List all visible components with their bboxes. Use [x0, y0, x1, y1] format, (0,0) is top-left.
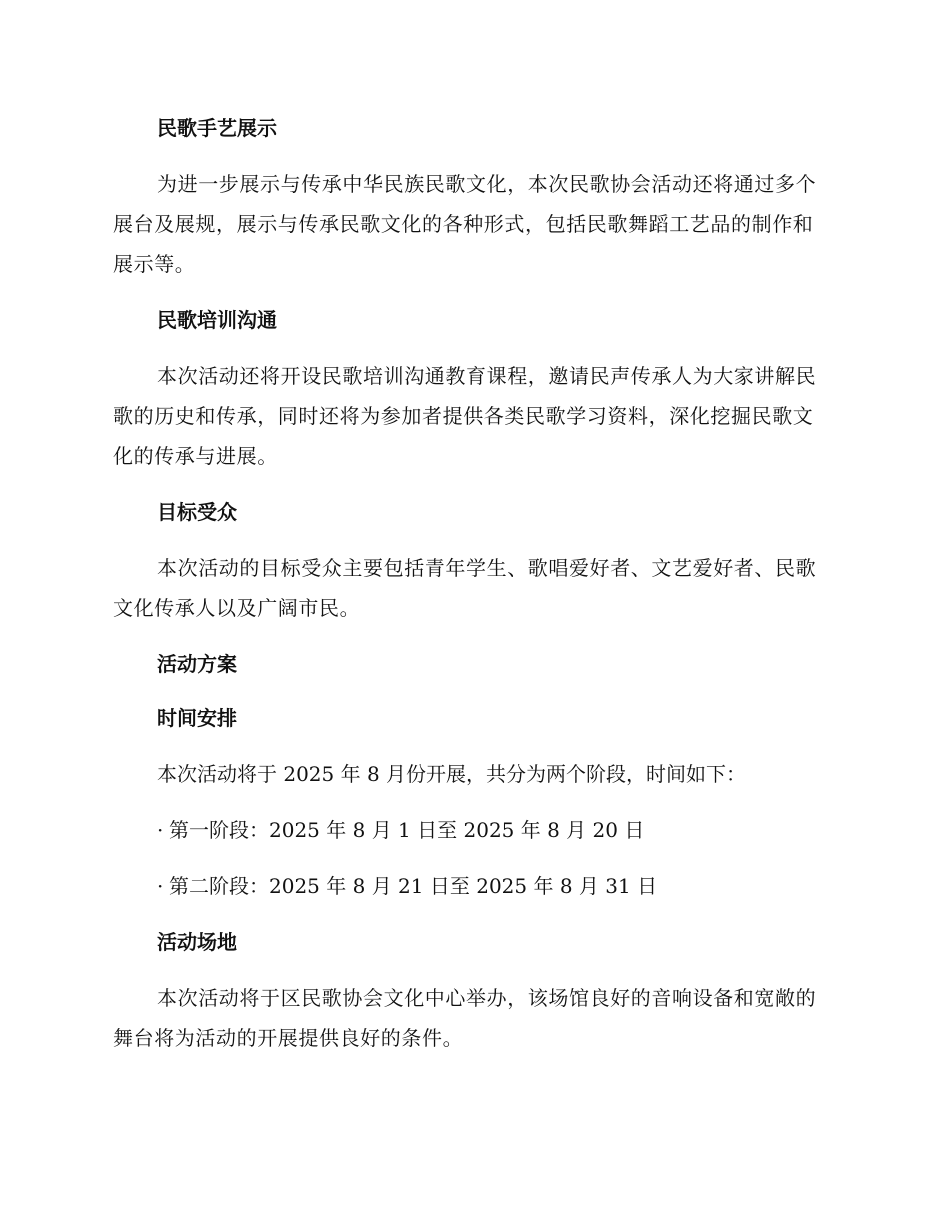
section-paragraph-venue: 本次活动将于区民歌协会文化中心举办，该场馆良好的音响设备和宽敞的舞台将为活动的开展提供良好的条件。 [113, 986, 817, 1050]
section-heading-schedule: 时间安排 [157, 706, 237, 730]
bullet-dot-icon: · [157, 874, 164, 898]
document-content [113, 108, 833, 1058]
section-heading-folk-training: 民歌培训沟通 [157, 308, 277, 332]
bullet-dot-icon: · [157, 818, 164, 842]
section-heading-target-audience: 目标受众 [157, 500, 237, 524]
section-paragraph-target-audience: 本次活动的目标受众主要包括青年学生、歌唱爱好者、文艺爱好者、民歌文化传承人以及广阔市民。 [113, 556, 817, 620]
section-paragraph-schedule: 本次活动将于 2025 年 8 月份开展，共分为两个阶段，时间如下： [157, 762, 747, 786]
section-heading-folk-craft: 民歌手艺展示 [157, 116, 277, 140]
schedule-bullet-phase-2-text: 第二阶段：2025 年 8 月 21 日至 2025 年 8 月 31 日 [169, 874, 658, 898]
schedule-bullet-phase-1 [113, 810, 833, 850]
schedule-bullet-phase-2 [113, 866, 833, 906]
section-heading-activity-plan: 活动方案 [157, 652, 237, 676]
section-paragraph-folk-training: 本次活动还将开设民歌培训沟通教育课程，邀请民声传承人为大家讲解民歌的历史和传承，同时还将为参加者提供各类民歌学习资料，深化挖掘民歌文化的传承与进展。 [113, 364, 817, 468]
section-paragraph-folk-craft: 为进一步展示与传承中华民族民歌文化，本次民歌协会活动还将通过多个展台及展规，展示与传承民歌文化的各种形式，包括民歌舞蹈工艺品的制作和展示等。 [113, 172, 817, 276]
schedule-bullet-phase-1-text: 第一阶段：2025 年 8 月 1 日至 2025 年 8 月 20 日 [169, 818, 645, 842]
section-heading-venue: 活动场地 [157, 930, 237, 954]
